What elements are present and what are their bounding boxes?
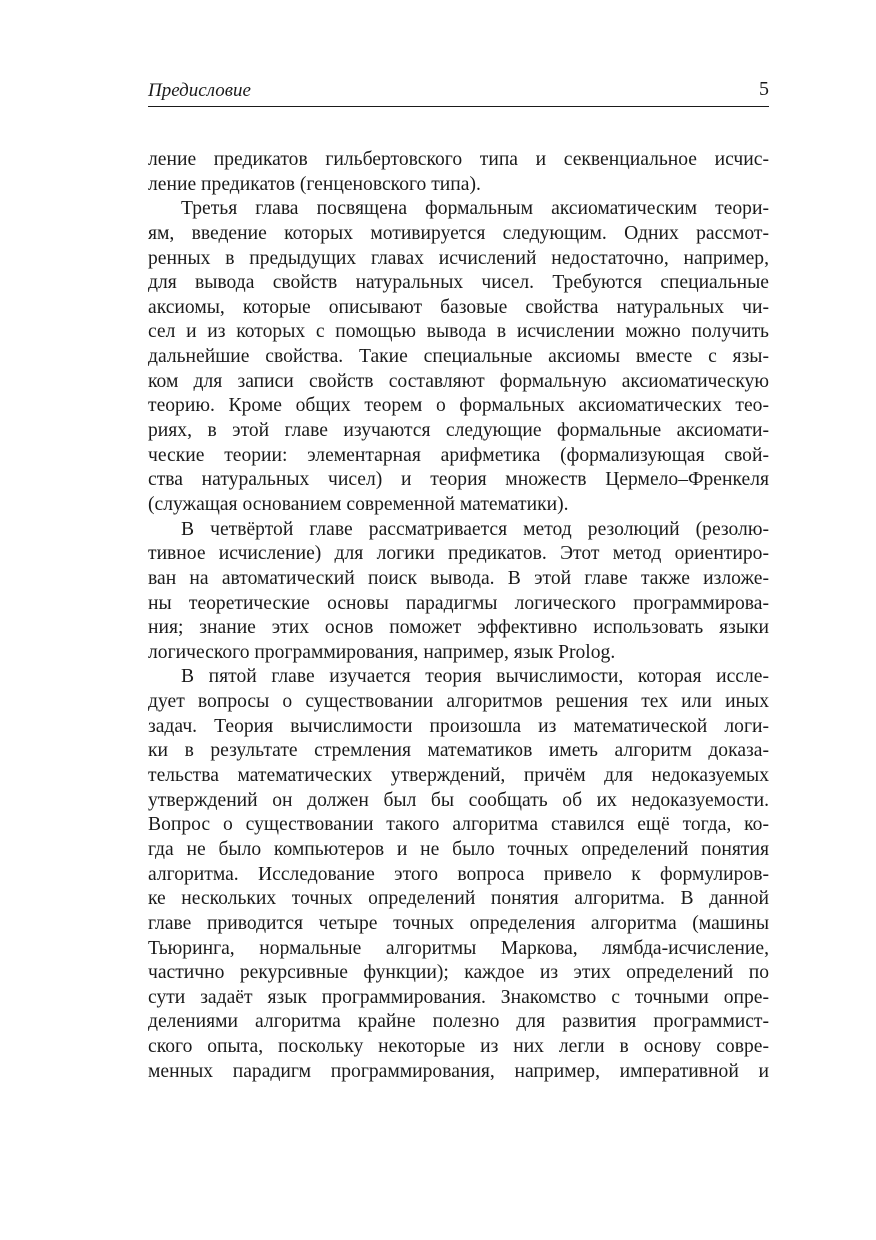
text-line: задач. Теория вычислимости произошла из математической логи- <box>148 715 769 737</box>
text-line: ны теоретические основы парадигмы логического программирова- <box>148 592 769 614</box>
text-line: ческие теории: элементарная арифметика (формализующая свой- <box>148 444 769 466</box>
text-line: ление предикатов (генценовского типа). <box>148 173 481 195</box>
text-line: ства натуральных чисел) и теория множеств Цермело–Френкеля <box>148 469 769 491</box>
text-line: ление предикатов гильбертовского типа и секвенциальное исчис- <box>148 149 769 170</box>
text-line: дует вопросы о существовании алгоритмов решения тех или иных <box>148 691 769 713</box>
text-line: В четвёртой главе рассматривается метод резолюций (резолю- <box>181 518 769 540</box>
running-head <box>148 78 769 107</box>
text-line: Тьюринга, нормальные алгоритмы Маркова, лямбда-исчисление, <box>148 937 769 959</box>
text-line: риях, в этой главе изучаются следующие формальные аксиомати- <box>148 420 769 442</box>
body-text <box>148 148 769 1084</box>
text-line: ке нескольких точных определений понятия алгоритма. В данной <box>148 888 769 910</box>
text-line: ния; знание этих основ поможет эффективно использовать языки <box>148 617 769 639</box>
text-line: Третья глава посвящена формальным аксиоматическим теори- <box>181 198 769 220</box>
text-line: ван на автоматический поиск вывода. В этой главе также изложе- <box>148 567 769 589</box>
text-line: для вывода свойств натуральных чисел. Требуются специальные <box>148 272 769 294</box>
text-line: логического программирования, например, язык Prolog. <box>148 641 616 663</box>
text-line: (служащая основанием современной математики). <box>148 493 569 515</box>
text-line: сути задаёт язык программирования. Знакомство с точными опре- <box>148 986 769 1008</box>
text-line: гда не было компьютеров и не было точных определений понятия <box>148 838 769 860</box>
text-line: сел и из которых с помощью вывода в исчислении можно получить <box>148 321 769 343</box>
text-line: ям, введение которых мотивируется следующим. Одних рассмот- <box>148 222 769 244</box>
text-line: алгоритма. Исследование этого вопроса привело к формулиров- <box>148 863 769 885</box>
text-line: дальнейшие свойства. Такие специальные аксиомы вместе с язы- <box>148 346 769 368</box>
text-line: теорию. Кроме общих теорем о формальных аксиоматических тео- <box>148 395 769 417</box>
text-line: делениями алгоритма крайне полезно для развития программист- <box>148 1011 769 1033</box>
text-line: ки в результате стремления математиков иметь алгоритм доказа- <box>148 740 769 762</box>
text-line: ком для записи свойств составляют формальную аксиоматическую <box>148 370 769 392</box>
text-line: утверждений он должен был бы сообщать об их недоказуемости. <box>148 789 769 811</box>
text-line: ского опыта, поскольку некоторые из них легли в основу совре- <box>148 1036 769 1058</box>
text-line: ренных в предыдущих главах исчислений недостаточно, например, <box>148 247 769 269</box>
text-line: частично рекурсивные функции); каждое из этих определений по <box>148 962 769 984</box>
page-number: 5 <box>759 78 769 100</box>
text-line: Вопрос о существовании такого алгоритма ставился ещё тогда, ко- <box>148 814 769 836</box>
text-line: тельства математических утверждений, причём для недоказуемых <box>148 765 769 787</box>
running-title: Предисловие <box>148 80 251 101</box>
text-line: тивное исчисление) для логики предикатов. Этот метод ориентиро- <box>148 543 769 565</box>
text-line: главе приводится четыре точных определения алгоритма (машины <box>148 912 769 934</box>
text-line: В пятой главе изучается теория вычислимости, которая иссле- <box>181 666 769 688</box>
text-line: менных парадигм программирования, например, императивной и <box>148 1060 769 1082</box>
text-line: аксиомы, которые описывают базовые свойства натуральных чи- <box>148 296 769 318</box>
